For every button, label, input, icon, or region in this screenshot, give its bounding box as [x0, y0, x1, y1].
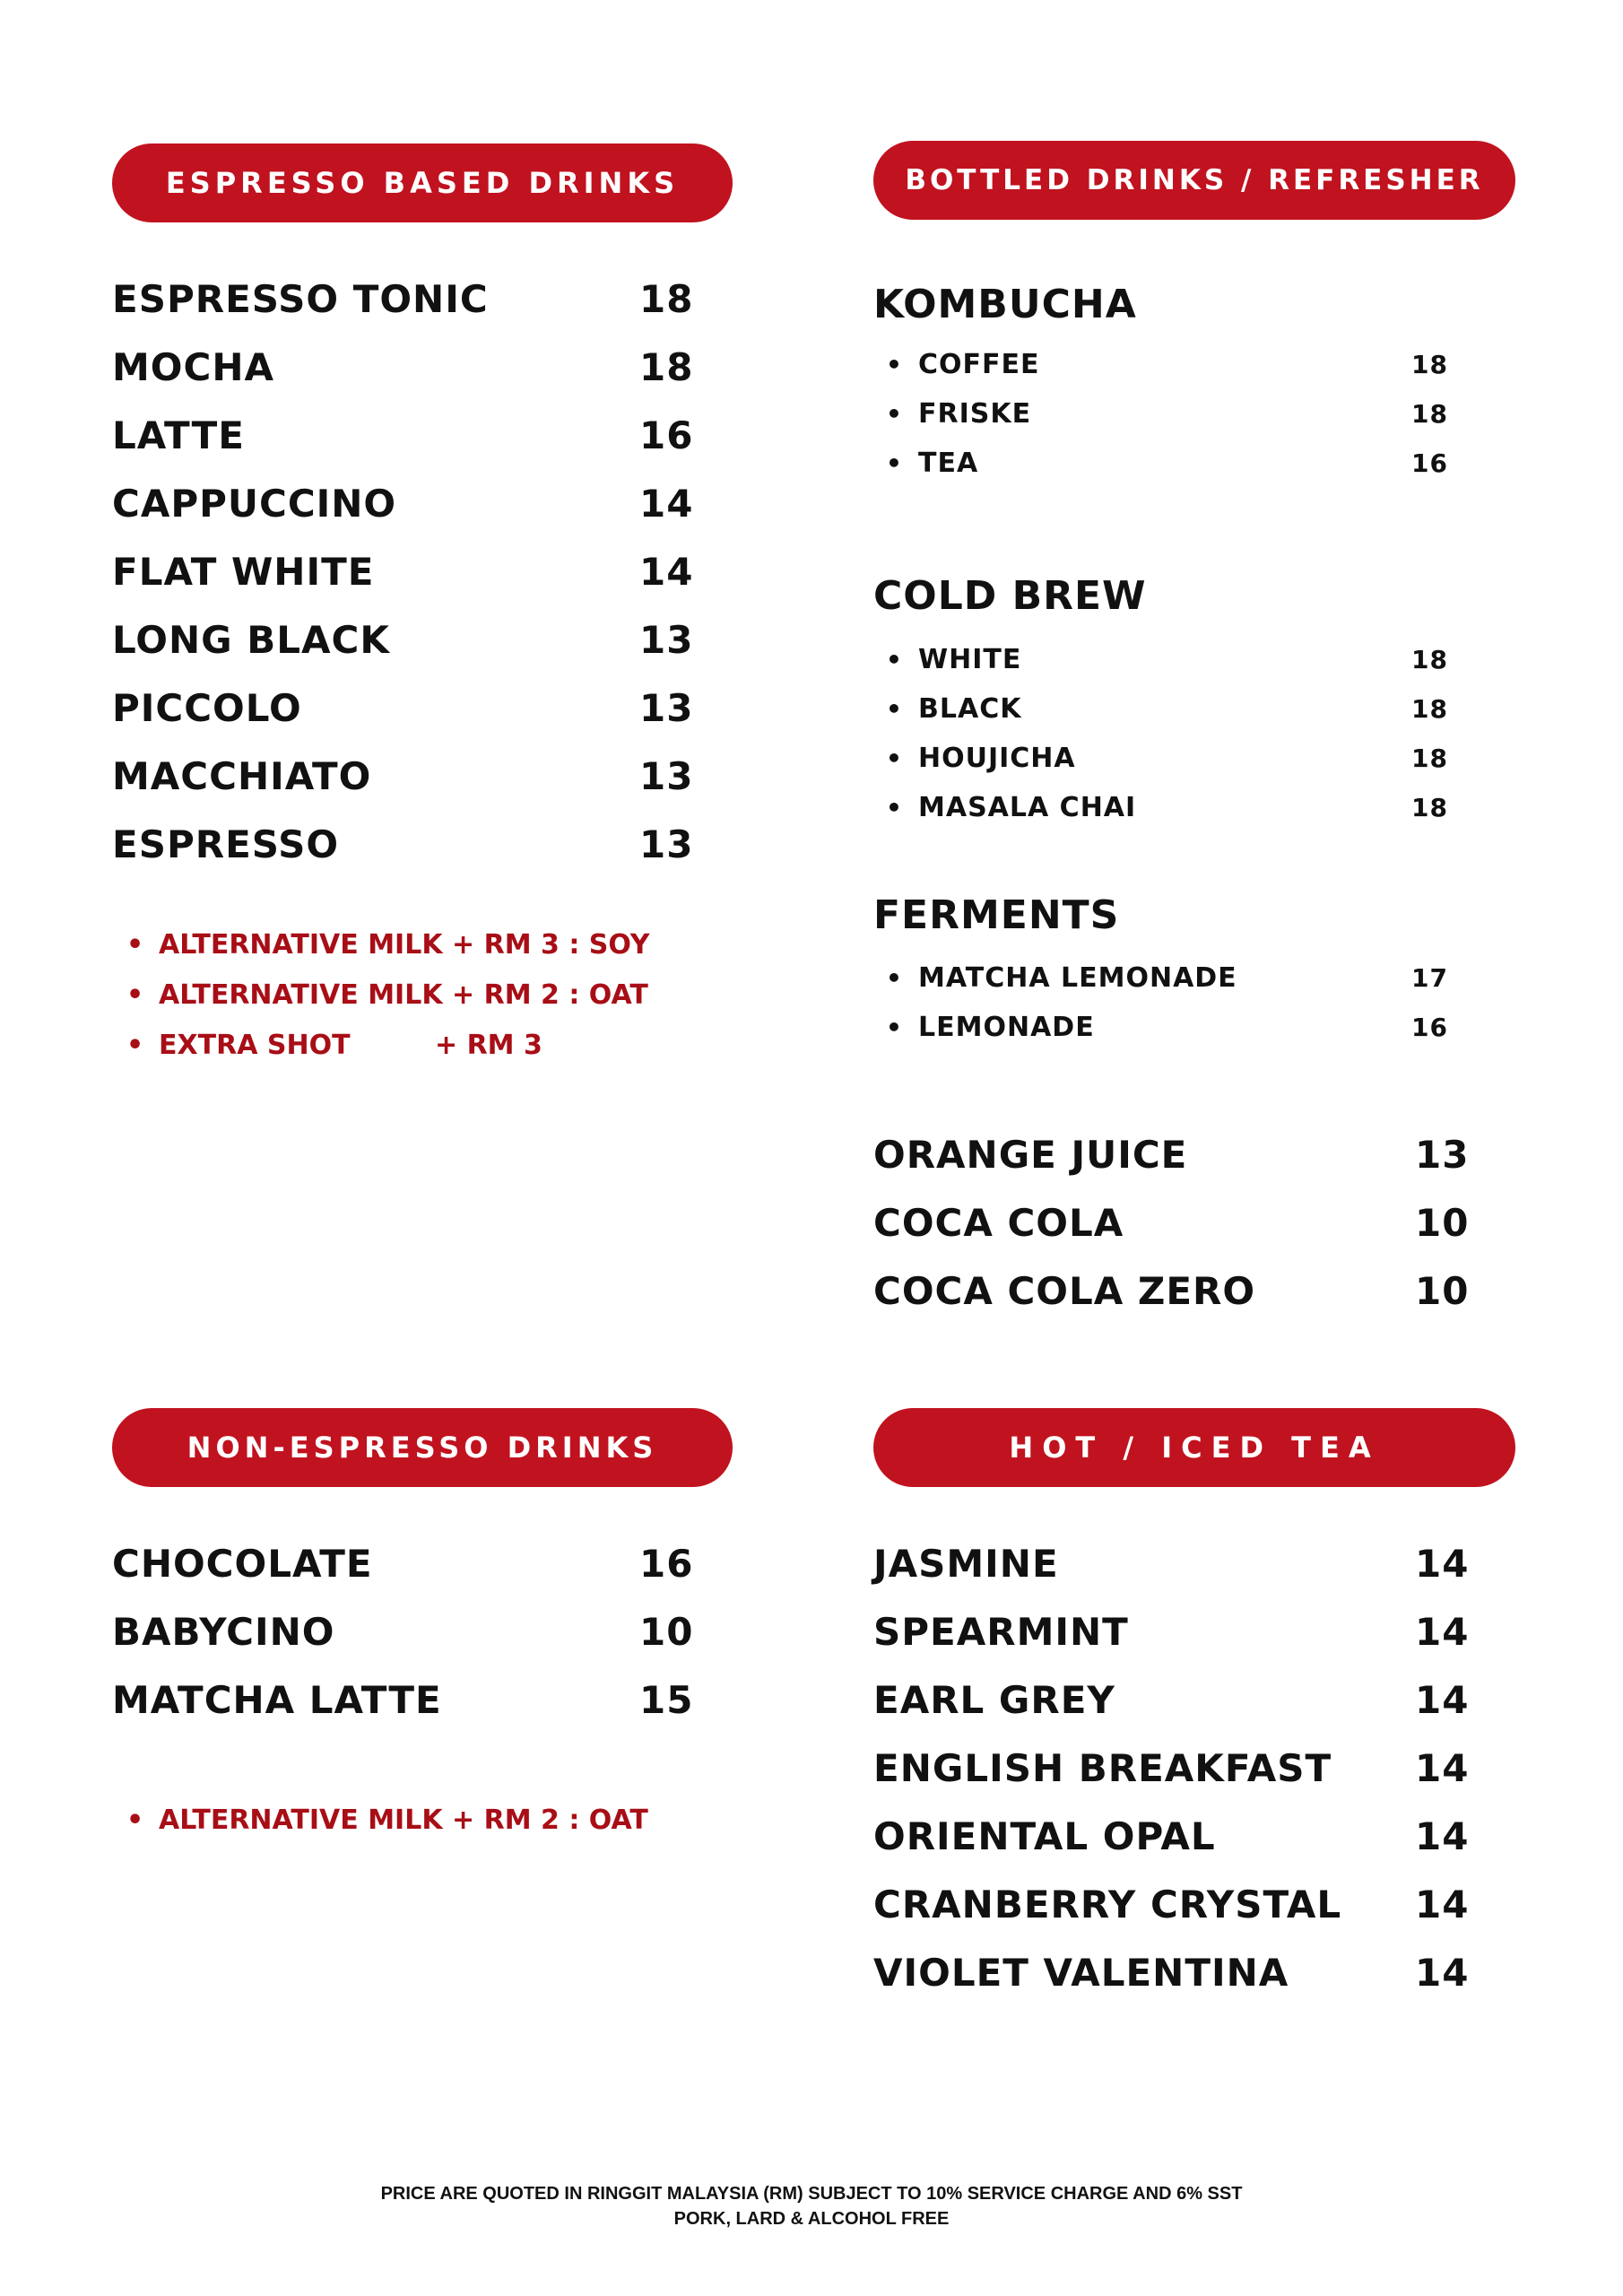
menu-item [112, 265, 704, 334]
menu-item [873, 734, 1501, 783]
bullet-icon: • [126, 979, 144, 1011]
cold-brew-list [873, 635, 1501, 832]
item-name: FRISKE [918, 398, 1032, 430]
item-name: FLAT WHITE [112, 550, 375, 594]
note-item [112, 1796, 686, 1846]
item-price: 16 [639, 413, 694, 457]
footer-halal-note: PORK, LARD & ALCOHOL FREE [673, 2209, 950, 2229]
menu-item [112, 402, 704, 470]
item-price: 15 [639, 1678, 694, 1722]
menu-item [873, 1666, 1501, 1735]
tea-menu-list [873, 1530, 1501, 2007]
item-name: COFFEE [918, 349, 1040, 380]
item-name: TEA [918, 448, 979, 479]
note-item [112, 920, 686, 970]
item-name: CHOCOLATE [112, 1542, 373, 1586]
item-price: 16 [1411, 1013, 1448, 1042]
kombucha-heading: KOMBUCHA [873, 282, 1137, 327]
non-espresso-section-header [112, 1408, 733, 1487]
item-price: 14 [1415, 1951, 1470, 1995]
item-name: WHITE [918, 644, 1022, 675]
item-name: ENGLISH BREAKFAST [873, 1746, 1332, 1790]
bullet-icon: • [126, 1805, 144, 1836]
item-name: BABYCINO [112, 1610, 335, 1654]
menu-item [112, 1598, 704, 1666]
item-price: 10 [1415, 1201, 1470, 1245]
note-item [112, 970, 686, 1021]
item-name: MATCHA LATTE [112, 1678, 442, 1722]
bullet-icon: • [886, 963, 903, 993]
item-price: 10 [639, 1610, 694, 1654]
item-name: BLACK [918, 693, 1022, 725]
footer-price-note: PRICE ARE QUOTED IN RINGGIT MALAYSIA (RM) SUBJECT TO 10% SERVICE CHARGE AND 6% SST [380, 2184, 1243, 2204]
kombucha-list [873, 340, 1501, 488]
item-price: 14 [1415, 1814, 1470, 1858]
menu-item [873, 684, 1501, 734]
non-espresso-menu-list [112, 1530, 704, 1735]
menu-item [873, 1257, 1501, 1326]
note-text: EXTRA SHOT [159, 1030, 351, 1061]
item-price: 13 [1415, 1133, 1470, 1177]
menu-item [873, 1803, 1501, 1871]
menu-item [112, 606, 704, 674]
item-price: 18 [1411, 399, 1448, 429]
item-price: 14 [639, 482, 694, 526]
item-name: ORANGE JUICE [873, 1133, 1188, 1177]
bottled-section-title: BOTTLED DRINKS / REFRESHER [905, 164, 1484, 196]
menu-item [873, 389, 1501, 439]
bullet-icon: • [886, 793, 903, 822]
menu-item [873, 953, 1501, 1003]
non-espresso-section-title: NON-ESPRESSO DRINKS [187, 1431, 658, 1465]
item-name: VIOLET VALENTINA [873, 1951, 1289, 1995]
menu-item [112, 743, 704, 811]
item-name: MATCHA LEMONADE [918, 962, 1237, 994]
bullet-icon: • [126, 929, 144, 961]
note-extra-price: + RM 3 [435, 1030, 542, 1061]
item-name: MASALA CHAI [918, 792, 1137, 823]
item-price: 13 [639, 754, 694, 798]
item-name: MOCHA [112, 345, 274, 389]
bullet-icon: • [886, 1013, 903, 1042]
menu-item [112, 1530, 704, 1598]
item-name: ORIENTAL OPAL [873, 1814, 1216, 1858]
item-price: 18 [1411, 793, 1448, 822]
item-name: LEMONADE [918, 1012, 1095, 1043]
item-price: 14 [1415, 1542, 1470, 1586]
cold-brew-heading: COLD BREW [873, 573, 1147, 619]
item-name: CAPPUCCINO [112, 482, 397, 526]
menu-item [873, 635, 1501, 684]
menu-item [873, 1871, 1501, 1939]
bullet-icon: • [886, 350, 903, 379]
item-price: 14 [1415, 1610, 1470, 1654]
menu-item [112, 674, 704, 743]
item-price: 18 [1411, 744, 1448, 773]
bullet-icon: • [886, 448, 903, 478]
item-name: LATTE [112, 413, 245, 457]
menu-item [112, 811, 704, 879]
note-item [112, 1021, 686, 1071]
item-price: 17 [1411, 963, 1448, 993]
item-name: SPEARMINT [873, 1610, 1129, 1654]
bullet-icon: • [886, 645, 903, 674]
item-price: 18 [1411, 694, 1448, 724]
menu-item [873, 1189, 1501, 1257]
ferments-heading: FERMENTS [873, 892, 1120, 938]
item-name: JASMINE [873, 1542, 1059, 1586]
espresso-section-title: ESPRESSO BASED DRINKS [165, 166, 680, 200]
espresso-menu-list [112, 265, 704, 879]
item-price: 13 [639, 618, 694, 662]
item-name: PICCOLO [112, 686, 302, 730]
menu-item [873, 439, 1501, 488]
item-price: 13 [639, 686, 694, 730]
item-name: LONG BLACK [112, 618, 390, 662]
item-price: 14 [639, 550, 694, 594]
bullet-icon: • [886, 399, 903, 429]
bottled-section-header [873, 141, 1515, 220]
item-name: EARL GREY [873, 1678, 1115, 1722]
item-price: 14 [1415, 1883, 1470, 1926]
espresso-notes [112, 920, 686, 1071]
menu-item [873, 1735, 1501, 1803]
item-name: COCA COLA ZERO [873, 1269, 1256, 1313]
item-price: 13 [639, 822, 694, 866]
item-price: 14 [1415, 1678, 1470, 1722]
menu-item [873, 340, 1501, 389]
menu-item [112, 470, 704, 538]
menu-item [873, 1939, 1501, 2007]
item-name: HOUJICHA [918, 743, 1076, 774]
item-name: ESPRESSO TONIC [112, 277, 489, 321]
tea-section-title: HOT / ICED TEA [1009, 1431, 1380, 1465]
menu-item [873, 1003, 1501, 1052]
ferments-list [873, 953, 1501, 1052]
menu-item [112, 1666, 704, 1735]
item-price: 10 [1415, 1269, 1470, 1313]
item-name: MACCHIATO [112, 754, 372, 798]
footer [0, 2181, 1623, 2231]
menu-item [873, 1598, 1501, 1666]
item-price: 16 [639, 1542, 694, 1586]
item-name: ESPRESSO [112, 822, 340, 866]
bullet-icon: • [126, 1030, 144, 1061]
item-name: CRANBERRY CRYSTAL [873, 1883, 1342, 1926]
menu-item [873, 1121, 1501, 1189]
item-price: 18 [1411, 350, 1448, 379]
note-text: ALTERNATIVE MILK + RM 3 : SOY [159, 929, 650, 961]
item-price: 18 [1411, 645, 1448, 674]
menu-item [873, 783, 1501, 832]
bullet-icon: • [886, 744, 903, 773]
tea-section-header [873, 1408, 1515, 1487]
non-espresso-notes [112, 1796, 686, 1846]
bullet-icon: • [886, 694, 903, 724]
menu-item [112, 334, 704, 402]
menu-item [112, 538, 704, 606]
menu-item [873, 1530, 1501, 1598]
item-price: 16 [1411, 448, 1448, 478]
note-text: ALTERNATIVE MILK + RM 2 : OAT [159, 979, 648, 1011]
item-price: 18 [639, 277, 694, 321]
item-price: 14 [1415, 1746, 1470, 1790]
note-text: ALTERNATIVE MILK + RM 2 : OAT [159, 1805, 648, 1836]
espresso-section-header [112, 144, 733, 222]
item-name: COCA COLA [873, 1201, 1124, 1245]
bottled-menu-list [873, 1121, 1501, 1326]
item-price: 18 [639, 345, 694, 389]
